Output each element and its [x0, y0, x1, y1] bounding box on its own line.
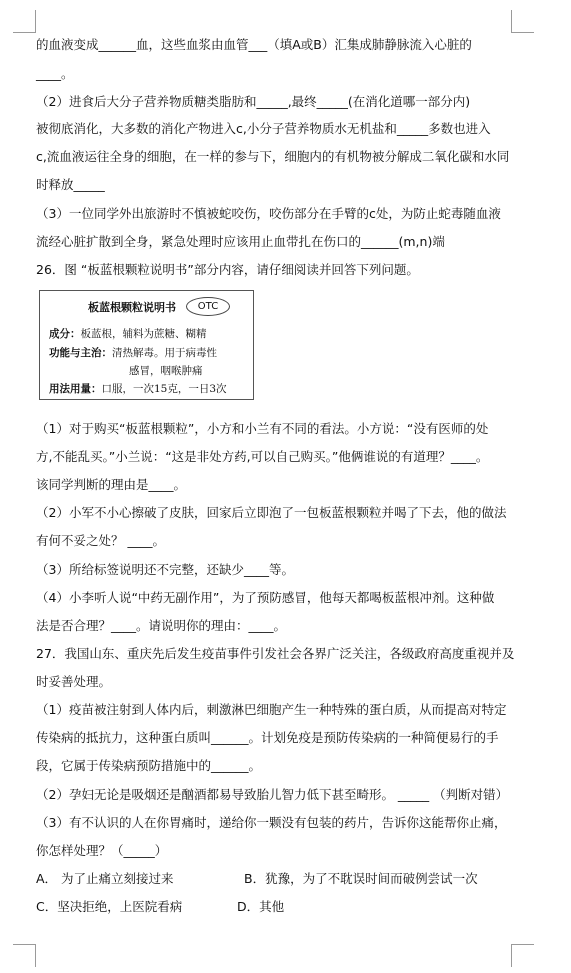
text-line: 你怎样处理？（_____） [36, 843, 168, 858]
text-line: c,流血液运往全身的细胞，在一样的参与下，细胞内的有机物被分解成二氧化碳和水同 [36, 149, 510, 164]
label-function: 功能与主治：清热解毒。用于病毒性 [49, 347, 217, 359]
corner-mark-top-left [13, 10, 36, 33]
option-a: A． 为了止痛立刻接过来 [36, 871, 174, 886]
text-line: （4）小李听人说“中药无副作用”，为了预防感冒，他每天都喝板蓝根冲剂。这种做 [36, 590, 495, 605]
text-line: ____。 [36, 66, 74, 81]
text-line: （2）进食后大分子营养物质糖类脂肪和_____,最终_____(在消化道哪一部分内) [36, 94, 471, 109]
text-line: （3）一位同学外出旅游时不慎被蛇咬伤，咬伤部分在手臂的c处，为防止蛇毒随血液 [36, 206, 501, 221]
text-line: （1）对于购买“板蓝根颗粒”，小方和小兰有不同的看法。小方说：“没有医师的处 [36, 421, 489, 436]
text-line: 流经心脏扩散到全身，紧急处理时应该用止血带扎在伤口的______(m,n)端 [36, 234, 445, 249]
option-b: B．犹豫，为了不耽误时间而破例尝试一次 [244, 871, 478, 886]
text-line: 被彻底消化，大多数的消化产物进入c,小分子营养物质水无机盐和_____多数也进入 [36, 121, 491, 136]
corner-mark-top-right [511, 10, 534, 33]
question-27-heading: 27．我国山东、重庆先后发生疫苗事件引发社会各界广泛关注，各级政府高度重视并及 [36, 646, 515, 661]
text-line: 有何不妥之处？ ____。 [36, 533, 165, 548]
text-line: 法是否合理？____。请说明你的理由：____。 [36, 618, 287, 633]
text-line: （1）疫苗被注射到人体内后，刺激淋巴细胞产生一种特殊的蛋白质，从而提高对特定 [36, 702, 507, 717]
label-ingredients: 成分：板蓝根，辅料为蔗糖、糊精 [49, 328, 207, 340]
text-line: 该同学判断的理由是____。 [36, 477, 187, 492]
text-line: 时释放_____ [36, 177, 105, 192]
corner-mark-bottom-right [511, 944, 534, 967]
label-function-cont: 感冒，咽喉肿痛 [129, 365, 203, 377]
text-line: （3）有不认识的人在你胃痛时，递给你一颗没有包装的药片，告诉你这能帮你止痛， [36, 815, 507, 830]
medicine-label [39, 290, 254, 400]
text-line: 的血液变成______血，这些血浆由血管___（填A或B）汇集成肺静脉流入心脏的 [36, 37, 472, 52]
text-line: （2）孕妇无论是吸烟还是酗酒都易导致胎儿智力低下甚至畸形。 _____ （判断对错） [36, 787, 509, 802]
otc-badge: OTC [186, 297, 230, 316]
option-d: D．其他 [237, 899, 285, 914]
text-line: 段，它属于传染病预防措施中的______。 [36, 758, 262, 773]
corner-mark-bottom-left [13, 944, 36, 967]
option-c: C．坚决拒绝，上医院看病 [36, 899, 183, 914]
text-line: 方,不能乱买。”小兰说：“这是非处方药,可以自己购买。”他俩谁说的有道理？____。 [36, 449, 489, 464]
text-line: （2）小军不小心擦破了皮肤，回家后立即泡了一包板蓝根颗粒并喝了下去，他的做法 [36, 505, 507, 520]
text-line: 传染病的抵抗力，这种蛋白质叫______。计划免疫是预防传染病的一种简便易行的手 [36, 730, 499, 745]
question-26-heading: 26．图 “板蓝根颗粒说明书”部分内容，请仔细阅读并回答下列问题。 [36, 262, 419, 277]
label-title: 板蓝根颗粒说明书 [88, 301, 176, 314]
text-line: 时妥善处理。 [36, 674, 112, 689]
text-line: （3）所给标签说明还不完整，还缺少____等。 [36, 562, 294, 577]
label-usage: 用法用量：口服，一次15克，一日3次 [49, 383, 227, 395]
